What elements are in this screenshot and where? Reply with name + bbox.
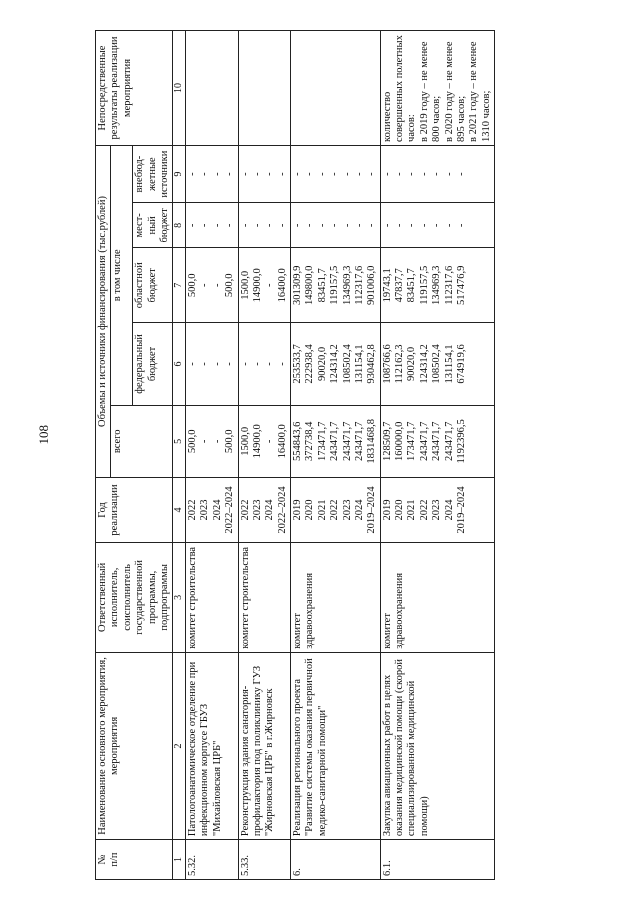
header-funding: Объемы и источники финансирования (тыс.рублей): [96, 145, 111, 477]
header-executor: Ответственный исполнитель, соисполнитель государственной программы, подпрограммы: [96, 542, 173, 652]
header-local: мест-ный бюджет: [133, 203, 173, 248]
row-num: 6.: [291, 840, 381, 880]
header-num: № п/п: [96, 840, 173, 880]
row-local: - - - - - - -: [291, 203, 381, 248]
row-num: 6.1.: [380, 840, 494, 880]
col-index: 7: [173, 248, 186, 323]
col-index: 2: [173, 652, 186, 839]
row-name: Закупка авиационных работ в целях оказания медицинской помощи (скорой специализированной медицинской помощи): [380, 652, 494, 839]
row-results: [186, 31, 239, 146]
funding-table: [95, 30, 495, 880]
row-federal: - - - -: [238, 323, 291, 405]
row-federal: 253533,7 222938,4 90020,0 124314,2 108502,4 131154,1 930462,8: [291, 323, 381, 405]
rotated-page: [95, 30, 605, 880]
row-total: 128509,7 160000,0 173471,7 243471,7 243471,7 243471,7 1192396,5: [380, 405, 494, 477]
table-row: [380, 31, 494, 880]
table-row: [186, 31, 239, 880]
col-index: 6: [173, 323, 186, 405]
row-federal: 108766,6 112162,3 90020,0 124314,2 108502,4 131154,1 674919,6: [380, 323, 494, 405]
row-years: 2019 2020 2021 2022 2023 2024 2019–2024: [380, 478, 494, 543]
header-name: Наименование основного мероприятия, мероприятия: [96, 652, 173, 839]
row-total: 500,0 - - 500,0: [186, 405, 239, 477]
row-regional: 500,0 - - 500,0: [186, 248, 239, 323]
row-num: 5.32.: [186, 840, 239, 880]
row-name: Реконструкция здания санатория-профилактория под поликлинику ГУЗ "Жирновская ЦРБ" в г.Жирновск: [238, 652, 291, 839]
header-including: в том числе: [111, 145, 133, 405]
header-regional: областной бюджет: [133, 248, 173, 323]
row-executor: комитет строительства: [238, 542, 291, 652]
header-total: всего: [111, 405, 173, 477]
col-index: 1: [173, 840, 186, 880]
row-executor: комитет здравоохранения: [291, 542, 381, 652]
row-total: 1500,0 14900,0 - 16400,0: [238, 405, 291, 477]
row-federal: - - - -: [186, 323, 239, 405]
row-extra: - - - - - - -: [291, 145, 381, 202]
row-extra: - - - -: [186, 145, 239, 202]
row-num: 5.33.: [238, 840, 291, 880]
col-index: 10: [173, 31, 186, 146]
row-results: [291, 31, 381, 146]
header-year: Год реализации: [96, 478, 173, 543]
row-extra: - - - -: [238, 145, 291, 202]
table-row: [238, 31, 291, 880]
row-executor: комитет строительства: [186, 542, 239, 652]
col-index: 4: [173, 478, 186, 543]
row-name: Реализация регионального проекта "Развитие системы оказания первичной медико-санитарной помощи": [291, 652, 381, 839]
col-index: 9: [173, 145, 186, 202]
row-years: 2019 2020 2021 2022 2023 2024 2019–2024: [291, 478, 381, 543]
col-index: 3: [173, 542, 186, 652]
header-federal: федеральный бюджет: [133, 323, 173, 405]
col-index: 5: [173, 405, 186, 477]
row-executor: комитет здравоохранения: [380, 542, 494, 652]
row-regional: 1500,0 14900,0 - 16400,0: [238, 248, 291, 323]
row-local: - - - -: [238, 203, 291, 248]
page-number: 108: [36, 425, 51, 445]
col-index: 8: [173, 203, 186, 248]
row-results: количество совершенных полетных часов: в 2019 году – не менее 800 часов; в 2020 году – не менее 895 часов; в 2021 году – не менее 1310 часов;: [380, 31, 494, 146]
row-results: [238, 31, 291, 146]
row-extra: - - - - - - -: [380, 145, 494, 202]
header-results: Непосредственные результаты реализации мероприятия: [96, 31, 173, 146]
row-regional: 301309,9 149800,0 83451,7 119157,5 134969,3 112317,6 901006,0: [291, 248, 381, 323]
table-row: [291, 31, 381, 880]
header-extra: внебюд-жетные источники: [133, 145, 173, 202]
row-total: 554843,6 372738,4 173471,7 243471,7 243471,7 243471,7 1831468,8: [291, 405, 381, 477]
row-name: Патологоанатомическое отделение при инфекционном корпусе ГБУЗ "Михайловская ЦРБ": [186, 652, 239, 839]
row-years: 2022 2023 2024 2022–2024: [186, 478, 239, 543]
row-local: - - - - - - -: [380, 203, 494, 248]
row-years: 2022 2023 2024 2022–2024: [238, 478, 291, 543]
row-local: - - - -: [186, 203, 239, 248]
row-regional: 19743,1 47837,7 83451,7 119157,5 134969,3 112317,6 517476,9: [380, 248, 494, 323]
